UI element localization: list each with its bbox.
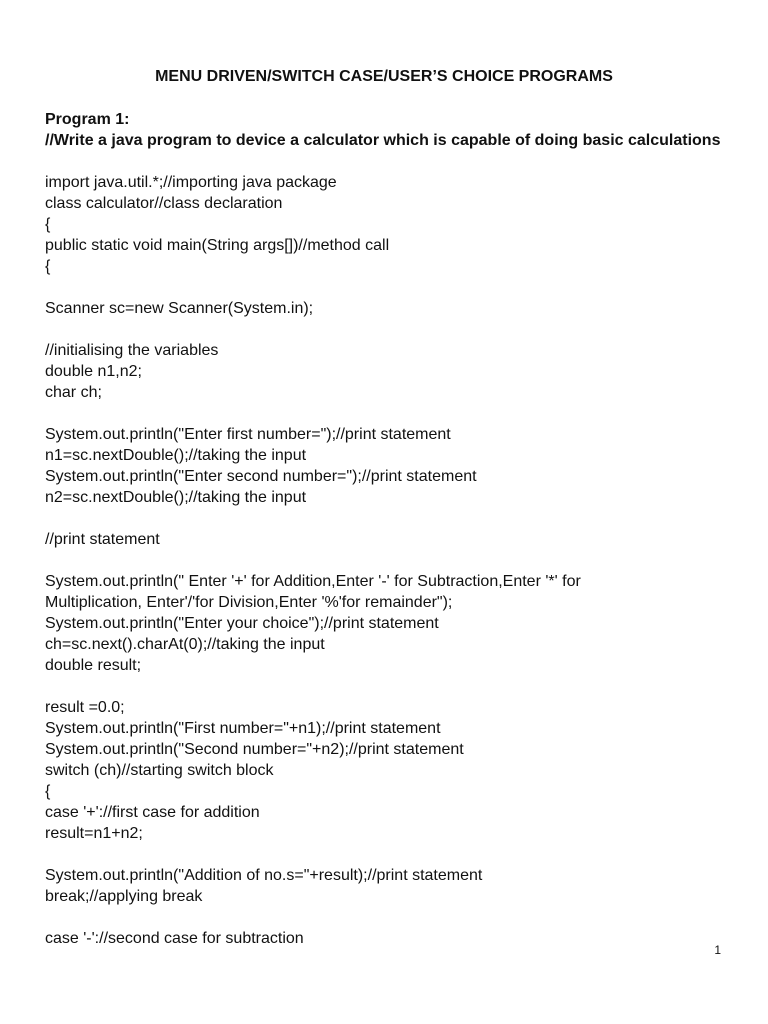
code-line: n1=sc.nextDouble();//taking the input <box>45 447 307 464</box>
code-line: //print statement <box>45 531 160 548</box>
code-line <box>45 676 735 697</box>
code-line: System.out.println("Enter your choice");//print statement <box>45 615 439 632</box>
program-heading: Program 1: <box>45 111 130 128</box>
code-line <box>45 508 735 529</box>
code-line <box>45 844 735 865</box>
code-line: double n1,n2; <box>45 363 142 380</box>
code-line: n2=sc.nextDouble();//taking the input <box>45 489 307 506</box>
code-line: //initialising the variables <box>45 342 219 359</box>
code-line: switch (ch)//starting switch block <box>45 762 274 779</box>
code-line <box>45 319 735 340</box>
code-line: { <box>45 783 51 800</box>
code-line <box>45 277 735 298</box>
code-line: result =0.0; <box>45 699 125 716</box>
code-line: Scanner sc=new Scanner(System.in); <box>45 300 314 317</box>
code-line: public static void main(String args[])//method call <box>45 237 390 254</box>
code-line: System.out.println("First number="+n1);//print statement <box>45 720 441 737</box>
code-line: double result; <box>45 657 142 674</box>
code-line: class calculator//class declaration <box>45 195 283 212</box>
code-line: ch=sc.next().charAt(0);//taking the input <box>45 636 325 653</box>
code-line: System.out.println(" Enter '+' for Addition,Enter '-' for Subtraction,Enter '*' for <box>45 573 581 590</box>
code-line: case '+'://first case for addition <box>45 804 260 821</box>
code-listing <box>45 172 735 949</box>
code-line: break;//applying break <box>45 888 203 905</box>
document-title: MENU DRIVEN/SWITCH CASE/USER’S CHOICE PROGRAMS <box>155 68 613 85</box>
program-task-description: //Write a java program to device a calculator which is capable of doing basic calculations <box>45 132 721 149</box>
code-line: case '-'://second case for subtraction <box>45 930 304 947</box>
code-line: char ch; <box>45 384 102 401</box>
code-line: result=n1+n2; <box>45 825 143 842</box>
code-line <box>45 403 735 424</box>
code-line: System.out.println("Enter first number=");//print statement <box>45 426 451 443</box>
code-line: System.out.println("Enter second number=");//print statement <box>45 468 477 485</box>
page-number: 1 <box>714 943 721 957</box>
code-line <box>45 907 735 928</box>
code-line <box>45 550 735 571</box>
code-line: System.out.println("Second number="+n2);//print statement <box>45 741 464 758</box>
code-line: import java.util.*;//importing java package <box>45 174 337 191</box>
code-line: { <box>45 216 51 233</box>
code-line: { <box>45 258 51 275</box>
code-line: Multiplication, Enter'/'for Division,Enter '%'for remainder"); <box>45 594 453 611</box>
code-line: System.out.println("Addition of no.s="+result);//print statement <box>45 867 483 884</box>
